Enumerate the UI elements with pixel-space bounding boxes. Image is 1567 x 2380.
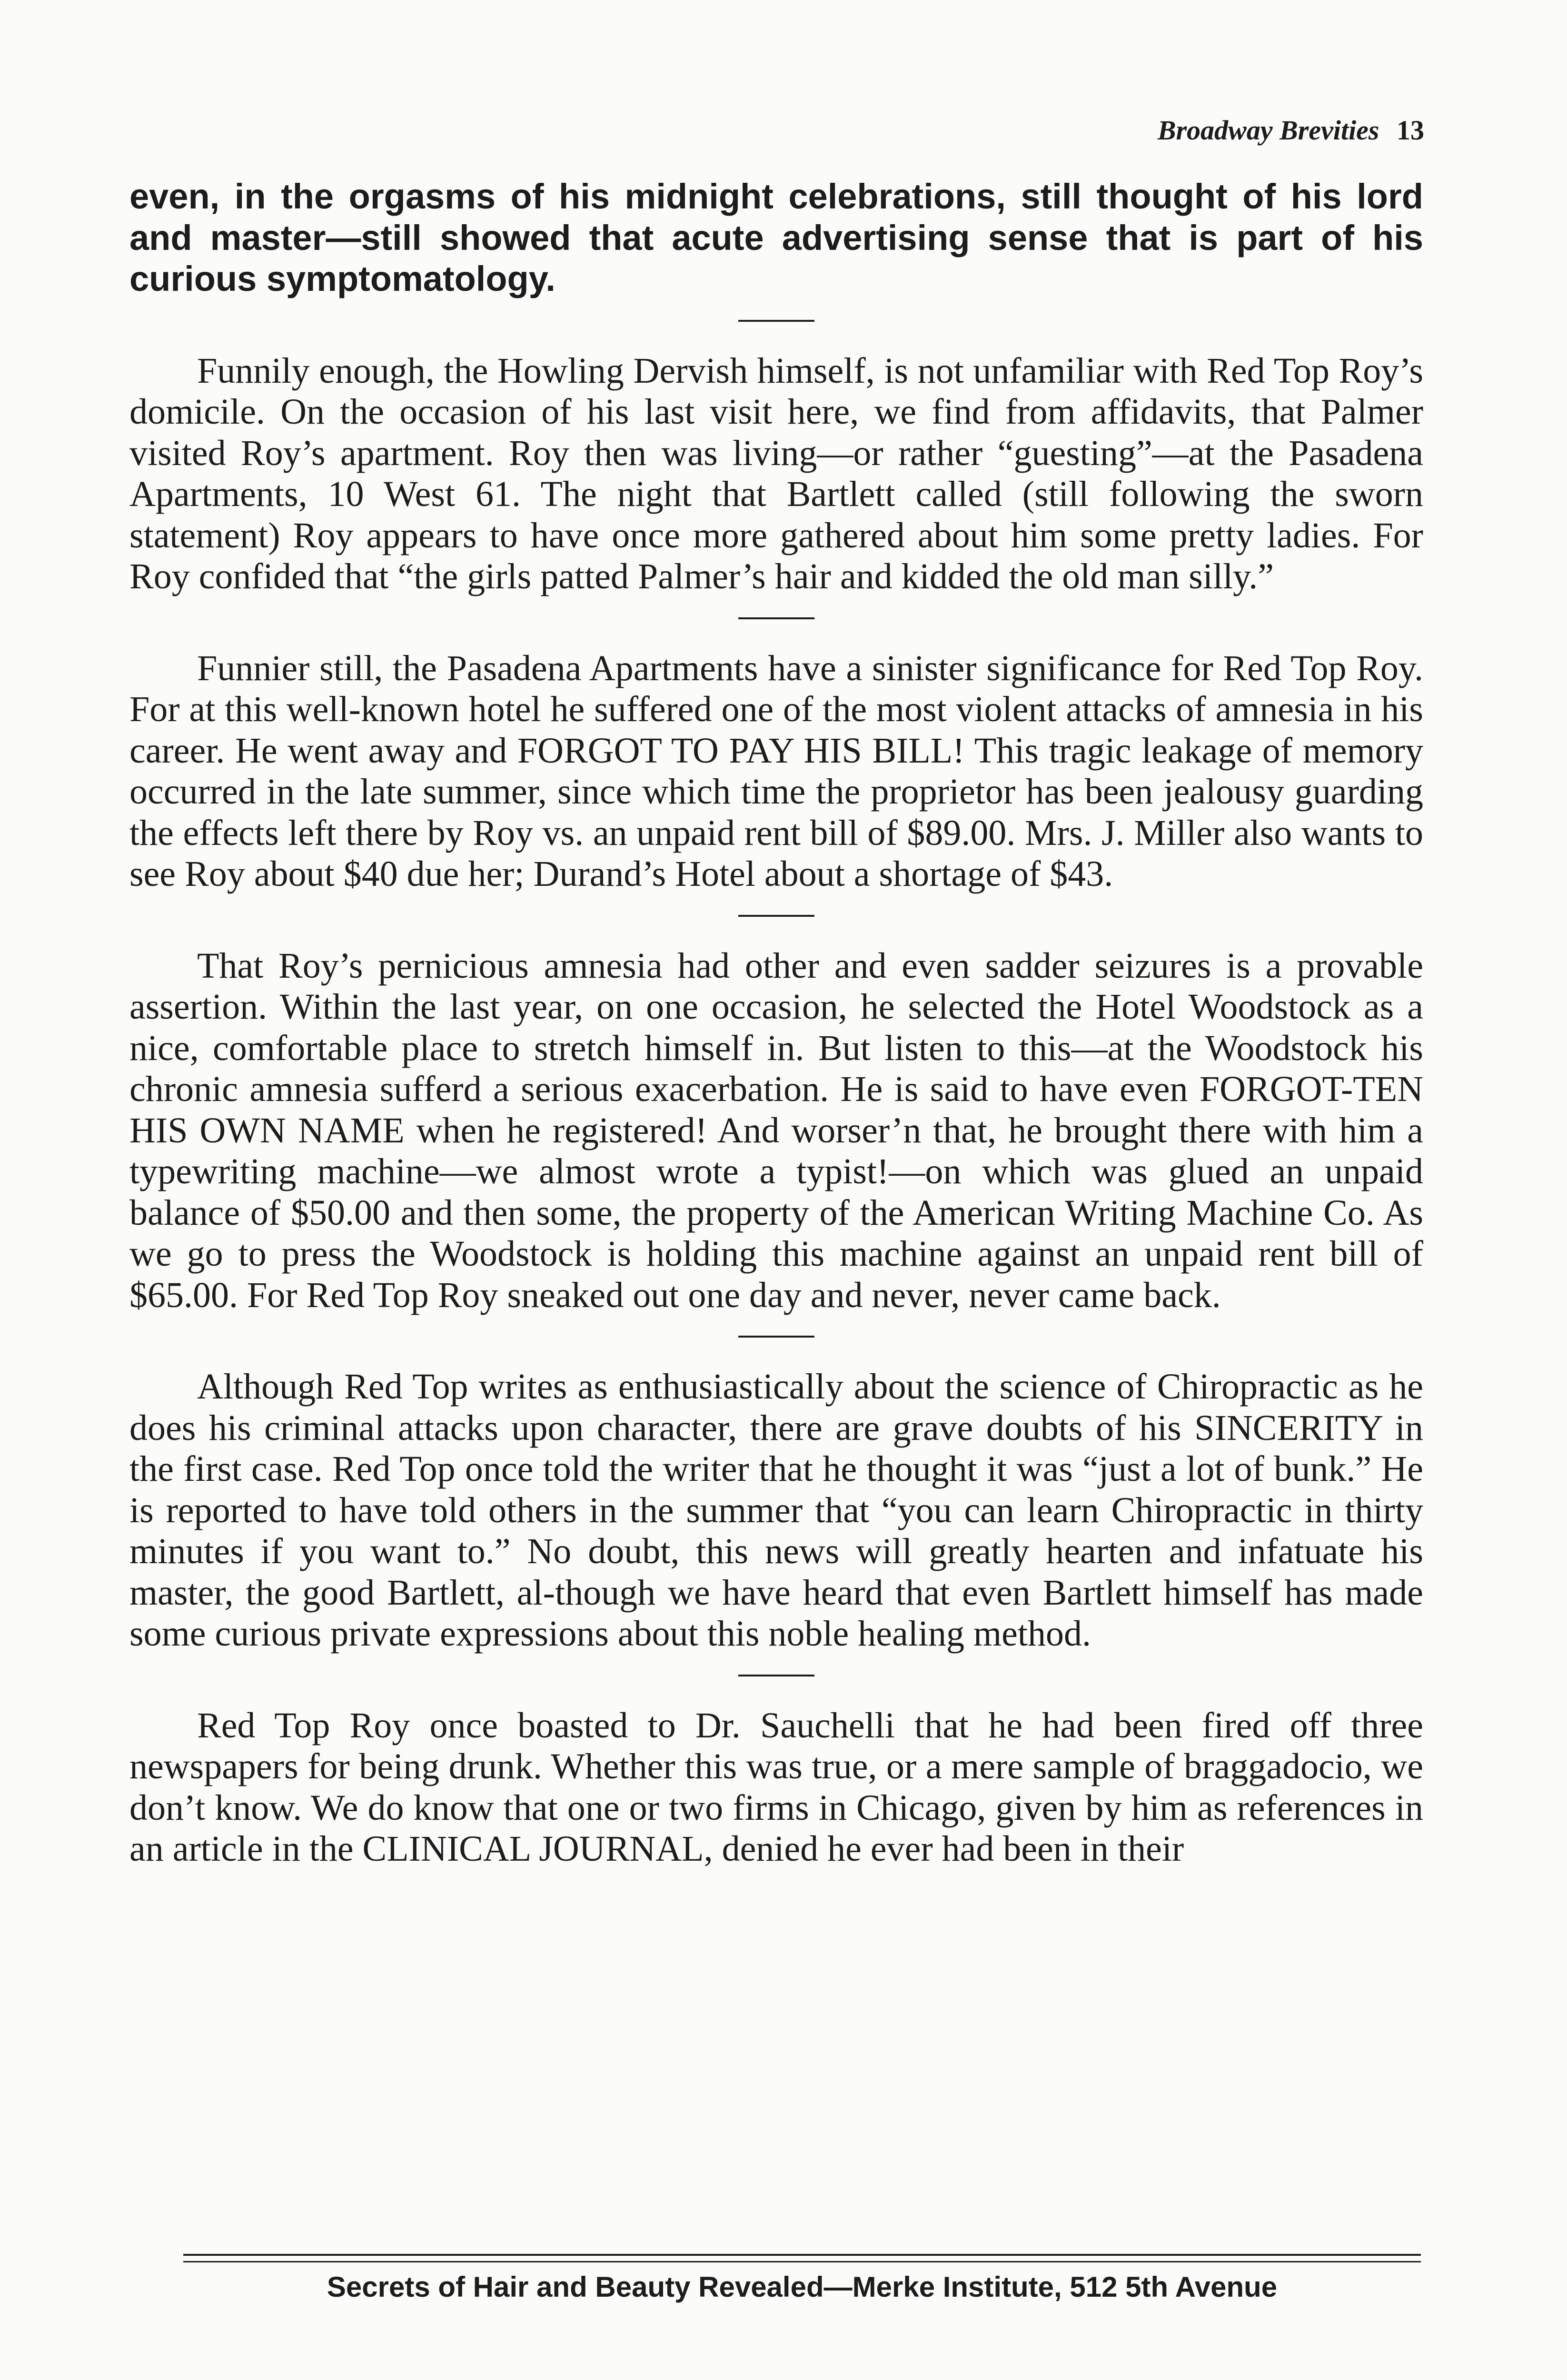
paragraph-continued: even, in the orgasms of his midnight celebrations, still thought of his lord and master—still showed that acute advertising sense that is part of his curious symptomatology. (129, 177, 1423, 298)
article-body (129, 176, 1423, 1870)
running-header (1158, 114, 1424, 146)
section-divider (738, 617, 814, 619)
footer-rule (183, 2261, 1421, 2262)
paragraph: That Roy’s pernicious amnesia had other and even sadder seizures is a provable assertion. Within the last year, on one occasion, he selected the Hotel Woodstock as a nice, comfortable place to stretch himself in. But listen to this—at the Woodstock his chronic amnesia sufferd a serious exacerbation. He is said to have even FORGOT-TEN HIS OWN NAME when he registered! And worser’n that, he brought there with him a typewriting machine—we almost wrote a typist!—on which was glued an unpaid balance of $50.00 and then some, the property of the American Writing Machine Co. As we go to press the Woodstock is holding this machine against an unpaid rent bill of $65.00. For Red Top Roy sneaked out one day and never, never came back. (129, 945, 1423, 1315)
page-number: 13 (1397, 115, 1424, 146)
paragraph: Although Red Top writes as enthusiastically about the science of Chiropractic as he does his criminal attacks upon character, there are grave doubts of his SINCERITY in the first case. Red Top once told the writer that he thought it was “just a lot of bunk.” He is reported to have told others in the summer that “you can learn Chiropractic in thirty minutes if you want to.” No doubt, this news will greatly hearten and infatuate his master, the good Bartlett, al-though we have heard that even Bartlett himself has made some curious private expressions about this noble healing method. (129, 1367, 1423, 1654)
footer-rule (183, 2254, 1421, 2256)
footer-advertisement: Secrets of Hair and Beauty Revealed—Merke Institute, 512 5th Avenue (327, 2271, 1278, 2303)
section-divider (738, 1675, 814, 1676)
publication-title: Broadway Brevities (1157, 115, 1379, 146)
paragraph: Red Top Roy once boasted to Dr. Sauchelli that he had been fired off three newspapers for being drunk. Whether this was true, or a mere sample of braggadocio, we don’t know. We do know that one or two firms in Chicago, given by him as references in an article in the CLINICAL JOURNAL, denied he ever had been in their (129, 1705, 1423, 1869)
section-divider (738, 915, 814, 917)
section-divider (738, 1336, 814, 1338)
section-divider (738, 320, 814, 322)
paragraph: Funnily enough, the Howling Dervish himself, is not unfamiliar with Red Top Roy’s domicile. On the occasion of his last visit here, we find from affidavits, that Palmer visited Roy’s apartment. Roy then was living—or rather “guesting”—at the Pasadena Apartments, 10 West 61. The night that Bartlett called (still following the sworn statement) Roy appears to have once more gathered about him some pretty ladies. For Roy confided that “the girls patted Palmer’s hair and kidded the old man silly.” (129, 350, 1423, 596)
paragraph: Funnier still, the Pasadena Apartments have a sinister significance for Red Top Roy. For at this well-known hotel he suffered one of the most violent attacks of amnesia in his career. He went away and FORGOT TO PAY HIS BILL! This tragic leakage of memory occurred in the late summer, since which time the proprietor has been jealousy guarding the effects left there by Roy vs. an unpaid rent bill of $89.00. Mrs. J. Miller also wants to see Roy about $40 due her; Durand’s Hotel about a shortage of $43. (129, 648, 1423, 894)
